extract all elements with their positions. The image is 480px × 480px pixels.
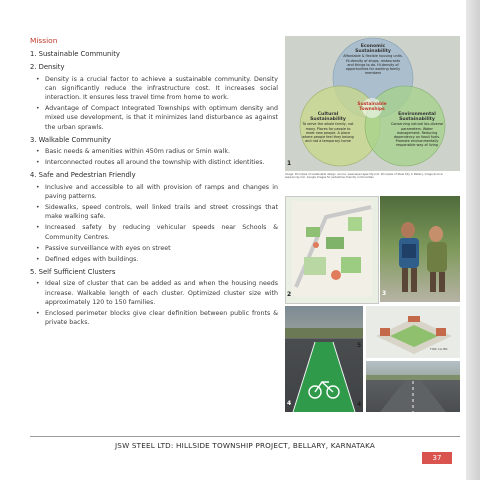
bullet-item: • Enclosed perimeter blocks give clear definition between public fronts & private backs. [36, 310, 278, 327]
bullet-icon: • [36, 183, 40, 191]
heading-density: 2. Density [30, 63, 65, 72]
footer-title: JSW STEEL LTD: HILLSIDE TOWNSHIP PROJECT, BELLARY, KARNATAKA [114, 441, 376, 450]
page-footer [30, 436, 460, 450]
bullet-item: • Defined edges with buildings. [36, 256, 139, 264]
figure-tag: 3 [382, 290, 387, 297]
mission-heading: Mission [30, 36, 58, 45]
page-number: 37 [422, 452, 452, 464]
children-walking-photo [380, 196, 460, 302]
text-column [30, 36, 278, 329]
bullet-icon: • [36, 224, 40, 232]
environmental-label: Environmental Sustainability Conserving natural bio-diverse parameters. Water management. Reducing dependency on fossil fuels. Promote environmentally responsible way of living [390, 112, 444, 147]
bullet-item: • Advantage of Compact Integrated Townships with optimum density and mixed use development, is that it minimizes land disturbance as against the urban sprawls. [36, 105, 278, 131]
bullet-item: • Ideal size of cluster that can be added as and when the housing needs increase. Walkable length of each cluster. Optimized cluster size with approximately 120 to 150 families. [36, 280, 278, 306]
heading-self-sufficient: 5. Self Sufficient Clusters [30, 268, 116, 277]
bike-lane-illustration [285, 306, 363, 412]
bullet-item: • Inclusive and accessible to all with provision of ramps and changes in paving patterns. [36, 183, 278, 200]
economic-label: Economic Sustainability Affordable & flexible housing units. Hi-density of shops, restaurants and things to do. Hi-density of opportunities for working family members [343, 44, 403, 75]
bullet-icon: • [36, 204, 40, 212]
figure-tag: 4 [357, 401, 362, 408]
street-crossing-photo [357, 361, 460, 412]
cluster-render-image [357, 306, 460, 358]
bullet-icon: • [36, 105, 40, 113]
figure-tag: 1 [287, 160, 292, 167]
bullet-item: • Density is a crucial factor to achieve a sustainable community. Density can significantly reduce the infrastructure cost. It increases social interaction. It ensures less travel time from home to work. [36, 75, 278, 102]
site-plan-image [285, 196, 379, 304]
bullet-icon: • [36, 244, 40, 252]
venn-center-label: Sustainable Townships [357, 102, 387, 112]
bullet-icon: • [36, 280, 40, 288]
figure-tag: 5 [357, 342, 362, 349]
figure-column [285, 36, 460, 179]
bullet-icon: • [36, 256, 40, 264]
figure-tag: 4 [287, 400, 292, 407]
page-spine [466, 0, 480, 480]
bullet-icon: • [36, 75, 40, 83]
street-illustration [366, 361, 460, 412]
cluster-label: FINK CLUBS [430, 347, 448, 351]
heading-safe-pedestrian: 4. Safe and Pedestrian Friendly [30, 171, 136, 180]
heading-walkable-community: 3. Walkable Community [30, 135, 111, 144]
children-illustration [380, 196, 460, 302]
bullet-icon: • [36, 148, 40, 156]
bike-lane-photo [285, 306, 363, 412]
bullet-icon: • [36, 159, 40, 167]
sustainability-venn-diagram [285, 36, 460, 171]
bullet-item: • Basic needs & amenities within 450m radius or 5min walk. [36, 148, 231, 156]
bullet-item: • Passive surveillance with eyes on street [36, 244, 171, 252]
site-plan-drawing [286, 197, 378, 303]
figure-tag: 2 [287, 291, 292, 298]
bullet-item: • Increased safety by reducing vehicular speeds near Schools & Community Centres. [36, 224, 278, 241]
figure-caption: Image: Principles of sustainable design, source: www.skyscrapercity.com. Principles of Steel City in Bellary, image Source: www.lundy.com, Google images for pedestrian-friendly communities [285, 173, 444, 180]
heading-sustainable-community: 1. Sustainable Community [30, 50, 120, 59]
bullet-item: • Interconnected routes all around the township with distinct identities. [36, 159, 265, 167]
cultural-label: Cultural Sustainability To serve the whole family, not many. Places for people to meet new people. A place where people feel they belong and not a temporary home [302, 112, 354, 143]
bullet-item: • Sidewalks, speed controls, well linked trails and street crossings that make walking safe. [36, 204, 278, 221]
bullet-icon: • [36, 310, 40, 318]
